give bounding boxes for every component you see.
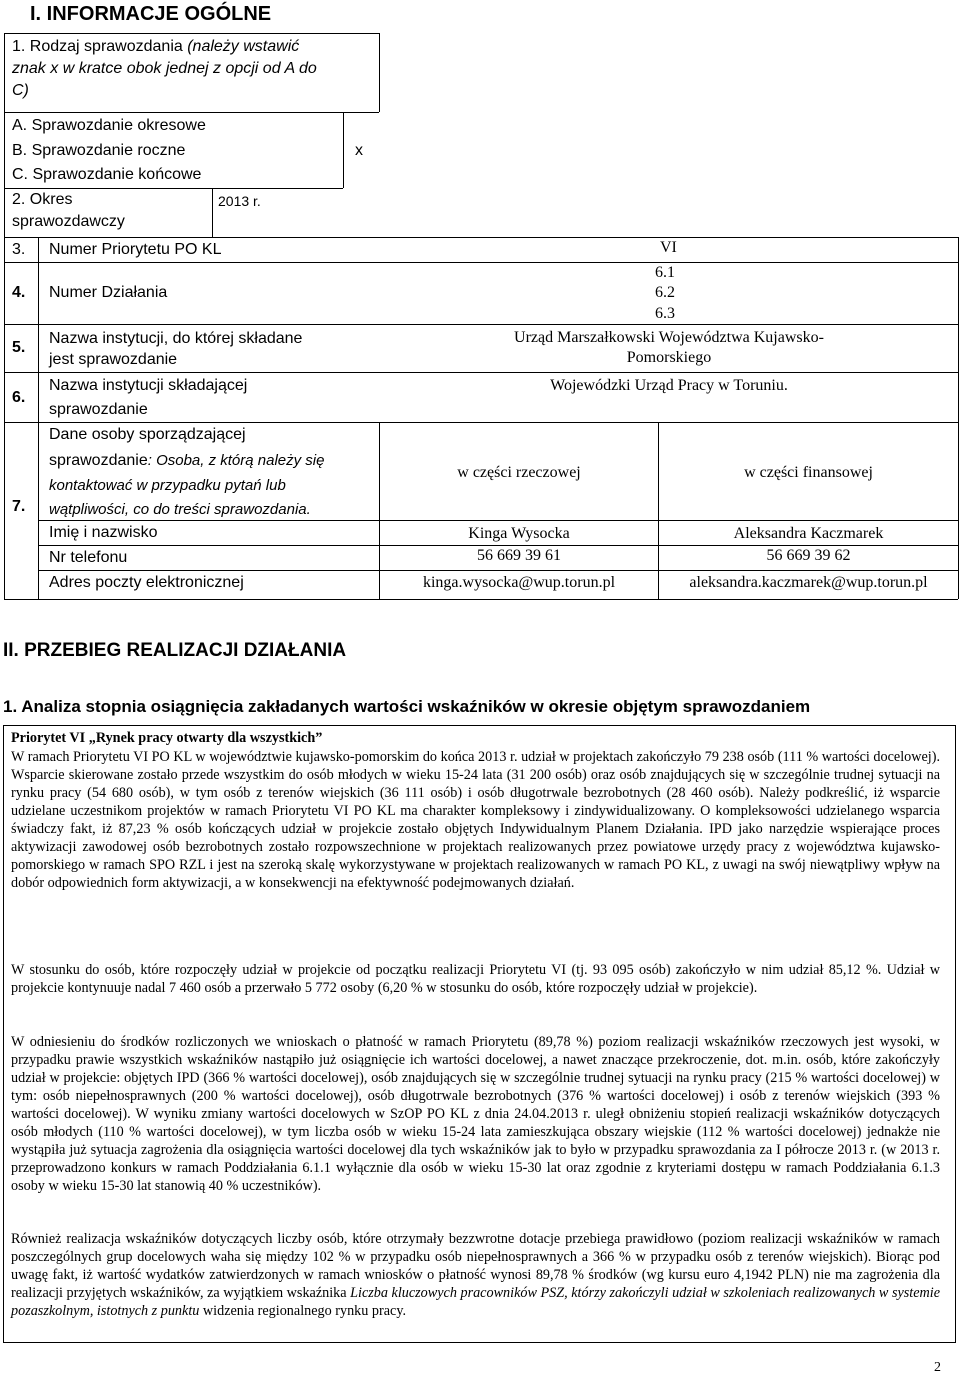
contact-email-b[interactable]: aleksandra.kaczmarek@wup.torun.pl bbox=[689, 574, 928, 591]
measure-value-3: 6.3 bbox=[655, 305, 675, 322]
measure-value-1: 6.1 bbox=[655, 264, 675, 281]
contact-name-a: Kinga Wysocka bbox=[468, 525, 570, 542]
contact-phone-label: Nr telefonu bbox=[49, 549, 128, 566]
contact-email-label: Adres poczty elektronicznej bbox=[49, 574, 244, 591]
priority-number-value: VI bbox=[660, 239, 677, 256]
paragraph-3: W odniesieniu do środków rozliczonych we wnioskach o płatność w ramach Priorytetu (89,78 %) poziom realizacji wskaźników rzeczowych jest wysoki, w przypadku prawie wszystkich wskaźników nastąpiło już osiągnięcie ich wartości docelowej, a nawet znaczące przekroczenie, dot. m.in. osób, które zakończyły udział w projekcie: objętych IPD (366 % wartości docelowej), osób znajdujących się w szczególnie trudnej sytuacji na rynku pracy (215 % wartości docelowej) w tym: osób niepełnosprawnych (200 % wartości docelowej), osób długotrwale bezrobotnych (376 % wartości docelowej) i osób z terenów wiejskich (393 % wartości docelowej). W wyniku zmiany wartości docelowych w SzOP PO KL z dnia 24.04.2013 r. uległ obniżeniu stopień realizacji wskaźników dotyczących osób młodych (110 % wartości docelowej), w tym liczba osób w wieku 15-24 lata zamieszkująca obszary wiejskie (112 % wartości docelowej) jednakże nie wystąpiła już sytuacja zagrożenia dla osiągnięcia wartości docelowej dla tych wskaźników jak to było w przypadku sprawozdania za I półrocze 2013 r. (w 2013 r. przeprowadzono konkurs w ramach Poddziałania 6.1.1 wyłącznie dla osób w wieku 15-30 lat oraz zgodnie z kryteriami dostępu w ramach Poddziałania 6.1.3 osoby w wieku 15-30 lat stanowią 40 % uczestników). bbox=[11, 1034, 940, 1194]
contact-person-label-2: sprawozdanie: Osoba, z którą należy się bbox=[49, 452, 325, 469]
period-label: 2. Okres bbox=[12, 191, 73, 208]
period-label-2: sprawozdawczy bbox=[12, 213, 125, 230]
paragraph-4: Również realizacja wskaźników dotyczących liczby osób, które otrzymały bezzwrotne dotacje przebiega prawidłowo (poziom realizacji wskaźników w ramach poszczególnych grup docelowych waha się między 102 % w przypadku osób niepełnosprawnych a 366 % w przypadku osób z terenów wiejskich). Biorąc pod uwagę fakt, iż wartość wydatków zatwierdzonych w ramach wniosków o płatność wynosi 89,78 % środków (wg kursu euro 4,1942 PLN) nie ma zagrożenia dla realizacji przyjętych wskaźników, za wyjątkiem wskaźnika Liczba kluczowych pracowników PSZ, którzy zakończyli udział w szkoleniach realizowanych w systemie pozaszkolnym, istotnych z punktu widzenia regionalnego rynku pracy. bbox=[11, 1231, 941, 1319]
option-a-label: A. Sprawozdanie okresowe bbox=[12, 117, 206, 134]
report-type-hint-end: C) bbox=[12, 82, 29, 99]
page-number: 2 bbox=[934, 1360, 941, 1375]
row5-number: 5. bbox=[12, 339, 26, 356]
contact-name-b: Aleksandra Kaczmarek bbox=[733, 525, 884, 542]
measure-value-2: 6.2 bbox=[655, 284, 675, 301]
section-title: I. INFORMACJE OGÓLNE bbox=[30, 3, 272, 25]
option-c-label: C. Sprawozdanie końcowe bbox=[12, 166, 202, 183]
priority-number-label: Numer Priorytetu PO KL bbox=[49, 241, 222, 258]
contact-person-hint: kontaktować w przypadku pytań lub bbox=[49, 477, 286, 494]
section-2-title: II. PRZEBIEG REALIZACJI DZIAŁANIA bbox=[3, 640, 347, 661]
contact-person-label: Dane osoby sporządzającej bbox=[49, 426, 246, 443]
col-substantive-header: w części rzeczowej bbox=[457, 464, 581, 481]
institution-to-value: Urząd Marszałkowski Województwa Kujawsko- bbox=[514, 329, 824, 346]
institution-to-label-2: jest sprawozdanie bbox=[49, 351, 178, 368]
institution-to-label: Nazwa instytucji, do której składane bbox=[49, 330, 303, 347]
paragraph-1: W ramach Priorytetu VI PO KL w województwie kujawsko-pomorskim do końca 2013 r. udział w projektach zakończyło 79 238 osób (111 % wartości docelowej). Wsparcie skierowane zostało przede wszystkim do osób młodych w wieku 15-24 lata (31 200 osób) oraz osób znajdujących się w szczególnie trudnej sytuacji na rynku pracy (54 680 osób), w tym osób z terenów wiejskich (36 111 osób) i osób długotrwale bezrobotnych (28 460 osób). Należy podkreślić, iż wsparcie udzielane uczestnikom projektów w ramach Priorytetu VI PO KL ma charakter kompleksowy i zindywidualizowany. O kompleksowości udzielanego wsparcia świadczy fakt, iż 87,23 % osób kończących udział w projekcie zostało objętych Indywidualnym Planem Działania. IPD jako narzędzie wspierające proces aktywizacji zawodowej osób bezrobotnych zostało rozpowszechnione w projektach realizowanych przez powiatowe urzędy pracy z województwa kujawsko-pomorskiego w ramach SPO RZL i jest na szeroką skalę wykorzystywane w projektach realizowanych w ramach PO KL, z uwagi na swój niewątpliwy wpływ na dobór odpowiednich form aktywizacji, a w konsekwencji na efektywność podejmowanych działań. bbox=[11, 749, 940, 891]
report-type-label: 1. Rodzaj sprawozdania (należy wstawić bbox=[12, 38, 300, 55]
option-b-mark[interactable]: x bbox=[355, 142, 363, 159]
row4-number: 4. bbox=[12, 284, 26, 301]
measure-number-label: Numer Działania bbox=[49, 284, 168, 301]
row7-number: 7. bbox=[12, 498, 26, 515]
row3-number: 3. bbox=[12, 241, 26, 258]
contact-phone-a: 56 669 39 61 bbox=[477, 547, 561, 564]
institution-to-value-2: Pomorskiego bbox=[626, 349, 712, 366]
contact-email-a[interactable]: kinga.wysocka@wup.torun.pl bbox=[422, 574, 616, 591]
contact-phone-b: 56 669 39 62 bbox=[766, 547, 851, 564]
report-type-hint: znak x w kratce obok jednej z opcji od A do bbox=[12, 60, 317, 77]
contact-person-hint-2: wątpliwości, co do treści sprawozdania. bbox=[49, 501, 311, 518]
institution-from-value: Wojewódzki Urząd Pracy w Toruniu. bbox=[550, 377, 788, 394]
analysis-subtitle: 1. Analiza stopnia osiągnięcia zakładanych wartości wskaźników w okresie objętym sprawozdaniem bbox=[3, 697, 811, 716]
institution-from-label-2: sprawozdanie bbox=[49, 401, 148, 418]
paragraph-2: W stosunku do osób, które rozpoczęły udział w projekcie od początku realizacji Priorytetu VI (tj. 93 095 osób) zakończyło w nim udział 85,12 %. Udział w projekcie kontynuuje nadal 7 460 osób a przerwało 5 772 osoby (6,20 % w stosunku do osób, które rozpoczęły udział w projekcie). bbox=[11, 962, 940, 996]
contact-name-label: Imię i nazwisko bbox=[49, 524, 158, 541]
period-value: 2013 r. bbox=[218, 193, 261, 209]
institution-from-label: Nazwa instytucji składającej bbox=[49, 377, 248, 394]
option-b-label: B. Sprawozdanie roczne bbox=[12, 142, 186, 159]
priority-heading: Priorytet VI „Rynek pracy otwarty dla wszystkich” bbox=[11, 730, 323, 746]
col-financial-header: w części finansowej bbox=[744, 464, 873, 481]
row6-number: 6. bbox=[12, 389, 26, 406]
